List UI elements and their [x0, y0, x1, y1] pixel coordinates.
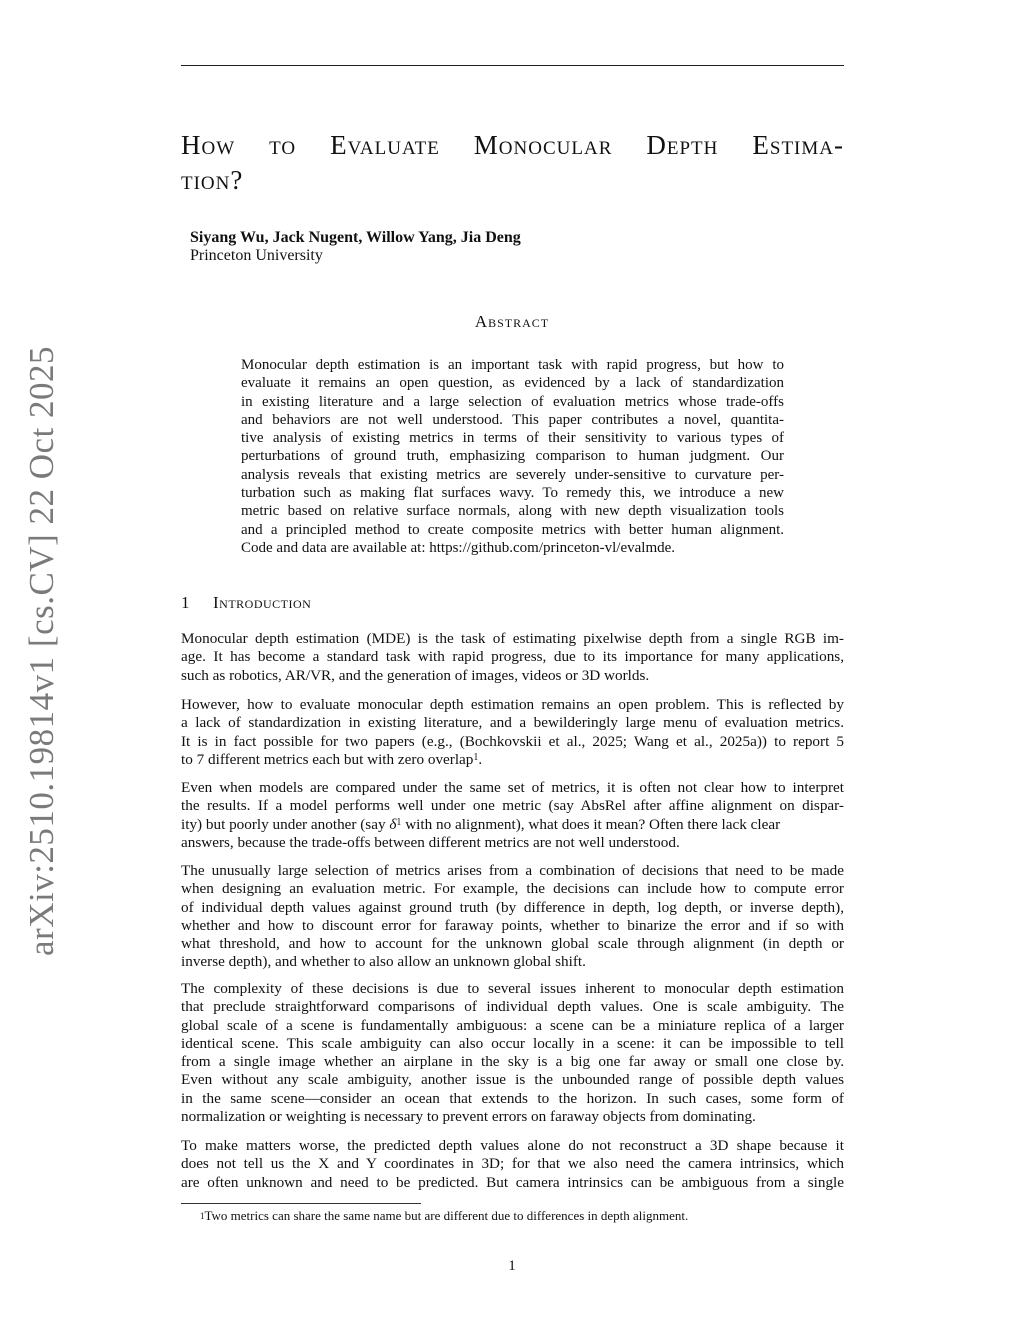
arxiv-identifier-stamp: arXiv:2510.19814v1 [cs.CV] 22 Oct 2025	[22, 345, 61, 956]
abstract-line: and behaviors are not well understood. This paper contributes a novel, quantita-	[241, 411, 784, 428]
sentence-end: .	[478, 750, 483, 768]
abstract-line: Code and data are available at: https://github.com/princeton-vl/evalmde.	[241, 539, 676, 556]
paragraph-text: ity) but poorly under another (say	[181, 815, 390, 833]
paragraph-line: Even when models are compared under the same set of metrics, it is often not clear how to interpret	[181, 779, 844, 796]
section-heading-introduction	[181, 593, 311, 613]
delta-symbol: δ	[389, 815, 397, 833]
abstract-line: turbation such as making flat surfaces wavy. To remedy this, we introduce a new	[241, 485, 784, 502]
abstract-line: perturbations of ground truth, emphasizing comparison to human judgment. Our	[241, 448, 784, 465]
abstract-line: in existing literature and a large selection of evaluation metrics whose trade-offs	[241, 393, 784, 410]
paragraph-line: such as robotics, AR/VR, and the generation of images, videos or 3D worlds.	[181, 666, 650, 684]
section-number: 1	[181, 593, 190, 612]
paragraph-line: age. It has become a standard task with rapid progress, due to its importance for many applications,	[181, 648, 844, 666]
abstract-line: Monocular depth estimation is an important task with rapid progress, but how to	[241, 357, 784, 373]
paragraph-5	[181, 980, 844, 1126]
paragraph-line: answers, because the trade-offs between different metrics are not well understood.	[181, 833, 680, 851]
paragraph-line-segment	[181, 816, 780, 834]
paragraph-line: To make matters worse, the predicted depth values alone do not reconstruct a 3D shape because it	[181, 1137, 844, 1154]
paragraph-text: to 7 different metrics each but with zero overlap	[181, 750, 474, 768]
paragraph-line: global scale of a scene is fundamentally ambiguous: a scene can be a miniature replica of a larger	[181, 1016, 844, 1034]
abstract-line: and a principled method to create composite metrics with better human alignment.	[241, 521, 784, 538]
footnote-mark: 1	[200, 1211, 205, 1221]
footnote-text: Two metrics can share the same name but are different due to differences in depth alignment.	[204, 1208, 689, 1223]
paragraph-line: in the same scene—consider an ocean that extends to the horizon. In such cases, some form of	[181, 1089, 844, 1107]
footnote-rule	[181, 1203, 421, 1204]
paragraph-line: inverse depth), and whether to also allow an unknown global shift.	[181, 953, 586, 971]
paragraph-3	[181, 779, 844, 852]
paragraph-line: normalization or weighting is necessary to prevent errors on faraway objects from dominating.	[181, 1108, 756, 1126]
abstract-line: evaluate it remains an open question, as evidenced by a lack of standardization	[241, 375, 784, 392]
paragraph-line: Monocular depth estimation (MDE) is the task of estimating pixelwise depth from a single RGB im-	[181, 630, 844, 647]
top-rule	[181, 65, 844, 66]
paragraph-line: from a single image whether an airplane in the sky is a big one far away or small one close by.	[181, 1053, 844, 1071]
paragraph-line	[181, 751, 844, 769]
paragraph-6	[181, 1137, 844, 1192]
abstract-heading: Abstract	[474, 312, 550, 331]
affiliation: Princeton University	[190, 247, 323, 264]
paragraph-line: Even without any scale ambiguity, another issue is the unbounded range of possible depth values	[181, 1071, 844, 1089]
paragraph-line: are often unknown and need to be predicted. But camera intrinsics can be ambiguous from a single	[181, 1173, 844, 1191]
paragraph-2	[181, 696, 844, 769]
paragraph-line	[181, 816, 844, 834]
abstract-body	[241, 356, 784, 557]
title-line-1: How to Evaluate Monocular Depth Estima-	[181, 130, 844, 160]
paragraph-line: does not tell us the X and Y coordinates in 3D; for that we also need the camera intrinsics, which	[181, 1155, 844, 1173]
abstract-line: tive analysis of existing metrics in terms of their sensitivity to various types of	[241, 430, 784, 447]
paragraph-line: a lack of standardization in existing literature, and a bewilderingly large menu of evaluation metrics.	[181, 714, 844, 732]
paragraph-text: with no alignment), what does it mean? Often there lack clear	[401, 815, 781, 833]
footnote-reference-1[interactable]: 1	[473, 751, 479, 763]
title-line-2: tion?	[181, 165, 244, 195]
paragraph-line: that preclude straightforward comparisons of individual depth values. One is scale ambiguity. The	[181, 998, 844, 1016]
paragraph-line: whether and how to discount error for faraway points, whether to binarize the error and if so with	[181, 916, 844, 934]
abstract-line: analysis reveals that existing metrics are severely under-sensitive to curvature per-	[241, 466, 784, 483]
delta-superscript: 1	[396, 816, 402, 828]
paragraph-4	[181, 862, 844, 972]
page-number: 1	[508, 1258, 516, 1274]
paragraph-1	[181, 630, 844, 685]
author-list: Siyang Wu, Jack Nugent, Willow Yang, Jia Deng	[190, 229, 521, 246]
paragraph-line: of individual depth values against ground truth (by difference in depth, log depth, or inverse depth),	[181, 898, 844, 916]
paragraph-line: The complexity of these decisions is due to several issues inherent to monocular depth estimation	[181, 980, 844, 997]
section-title: Introduction	[213, 593, 312, 612]
paragraph-line: identical scene. This scale ambiguity can also occur locally in a scene: it can be impossible to tell	[181, 1034, 844, 1052]
paper-title	[181, 128, 844, 198]
paragraph-line: the results. If a model performs well under one metric (say AbsRel after affine alignment on dispar-	[181, 797, 844, 815]
paragraph-line: However, how to evaluate monocular depth estimation remains an open problem. This is reflected by	[181, 696, 844, 713]
paragraph-line: It is in fact possible for two papers (e.g., (Bochkovskii et al., 2025; Wang et al., 2025a)) to report 5	[181, 732, 844, 750]
paragraph-line: The unusually large selection of metrics arises from a combination of decisions that need to be made	[181, 862, 844, 879]
footnote-1	[200, 1208, 688, 1224]
abstract-line: metric based on relative surface normals, along with new depth visualization tools	[241, 503, 784, 520]
paragraph-line: when designing an evaluation metric. For example, the decisions can include how to compute error	[181, 880, 844, 898]
paragraph-line: what threshold, and how to account for the unknown global scale through alignment (in depth or	[181, 935, 844, 953]
